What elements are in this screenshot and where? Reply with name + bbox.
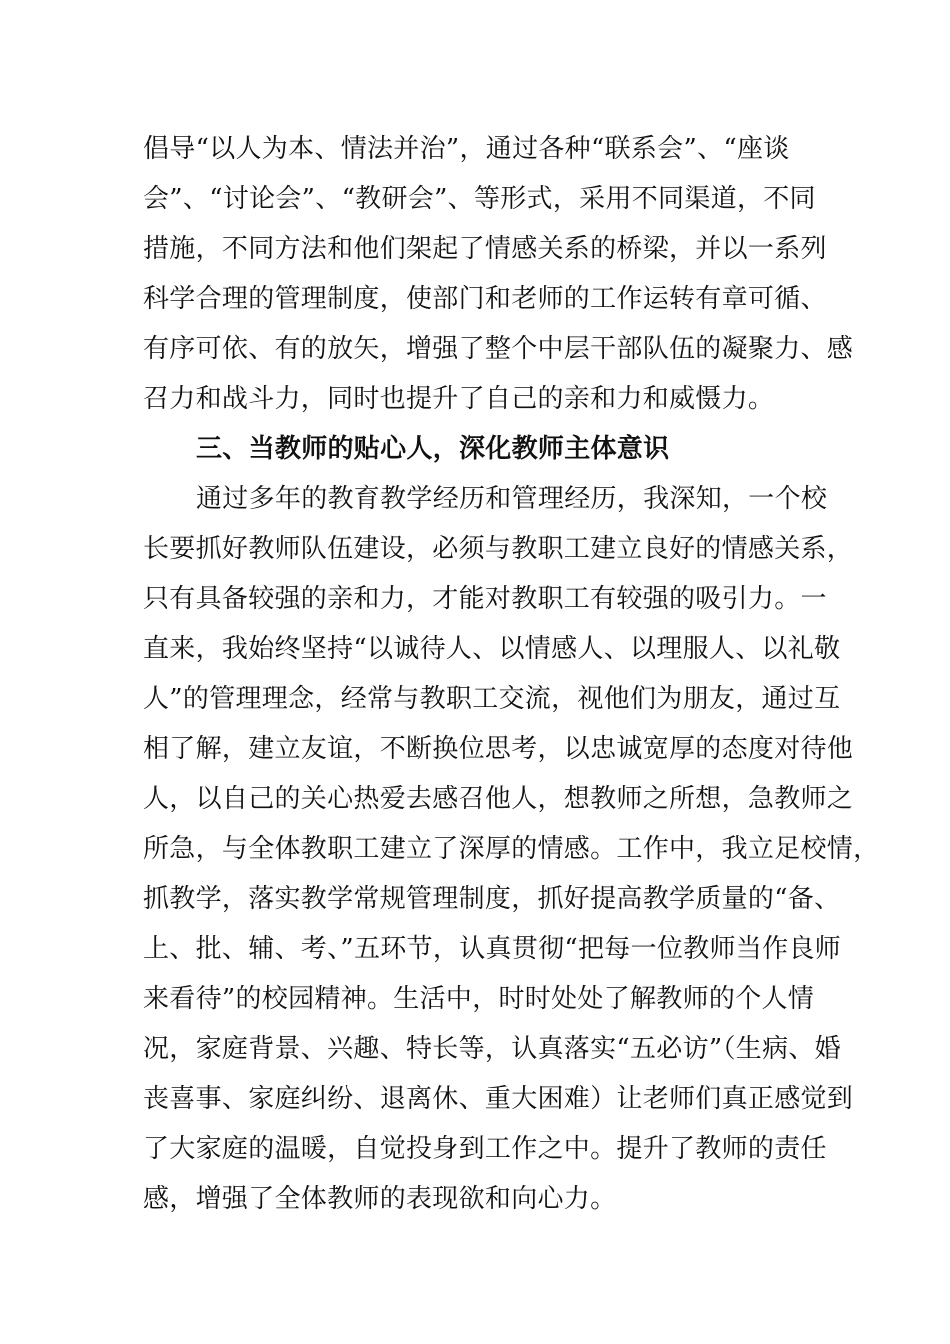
paragraph-2-line-13: 丧喜事、家庭纠纷、退离休、重大困难）让老师们真正感觉到 (143, 1084, 854, 1114)
paragraph-2-line-4: 直来，我始终坚持“以诚待人、以情感人、以理服人、以礼敬 (143, 634, 841, 664)
paragraph-2-line-9: 抓教学，落实教学常规管理制度，抓好提高教学质量的“备、 (143, 884, 841, 914)
paragraph-1-line-6: 召力和战斗力，同时也提升了自己的亲和力和威慑力。 (143, 384, 775, 414)
paragraph-1-line-3: 措施，不同方法和他们架起了情感关系的桥梁，并以一系列 (143, 234, 827, 264)
paragraph-2-line-12: 况，家庭背景、兴趣、特长等，认真落实“五必访”（生病、婚 (143, 1034, 841, 1064)
paragraph-2-line-5: 人”的管理理念，经常与教职工交流，视他们为朋友，通过互 (143, 684, 841, 714)
paragraph-2-line-11: 来看待”的校园精神。生活中，时时处处了解教师的个人情 (143, 984, 815, 1014)
paragraph-2-line-2: 长要抓好教师队伍建设，必须与教职工建立良好的情感关系， (143, 534, 854, 564)
paragraph-2-line-1: 通过多年的教育教学经历和管理经历，我深知，一个校 (196, 484, 828, 514)
paragraph-2-line-8: 所急，与全体教职工建立了深厚的情感。工作中，我立足校情， (143, 834, 880, 864)
paragraph-1-line-2: 会”、“讨论会”、“教研会”、等形式，采用不同渠道，不同 (143, 184, 816, 214)
paragraph-2-line-10: 上、批、辅、考、”五环节，认真贯彻“把每一位教师当作良师 (143, 934, 841, 964)
paragraph-2-line-15: 感，增强了全体教师的表现欲和向心力。 (143, 1184, 617, 1214)
paragraph-2-line-14: 了大家庭的温暖，自觉投身到工作之中。提升了教师的责任 (143, 1134, 827, 1164)
paragraph-2-line-7: 人，以自己的关心热爱去感召他人，想教师之所想，急教师之 (143, 784, 854, 814)
paragraph-1-line-4: 科学合理的管理制度，使部门和老师的工作运转有章可循、 (143, 284, 827, 314)
section-heading: 三、当教师的贴心人，深化教师主体意识 (196, 434, 670, 464)
paragraph-2-line-6: 相了解，建立友谊，不断换位思考，以忠诚宽厚的态度对待他 (143, 734, 854, 764)
paragraph-2-line-3: 只有具备较强的亲和力，才能对教职工有较强的吸引力。一 (143, 584, 827, 614)
paragraph-1-line-5: 有序可依、有的放矢，增强了整个中层干部队伍的凝聚力、感 (143, 334, 854, 364)
paragraph-1-line-1: 倡导“以人为本、情法并治”，通过各种“联系会”、“座谈 (143, 134, 790, 164)
